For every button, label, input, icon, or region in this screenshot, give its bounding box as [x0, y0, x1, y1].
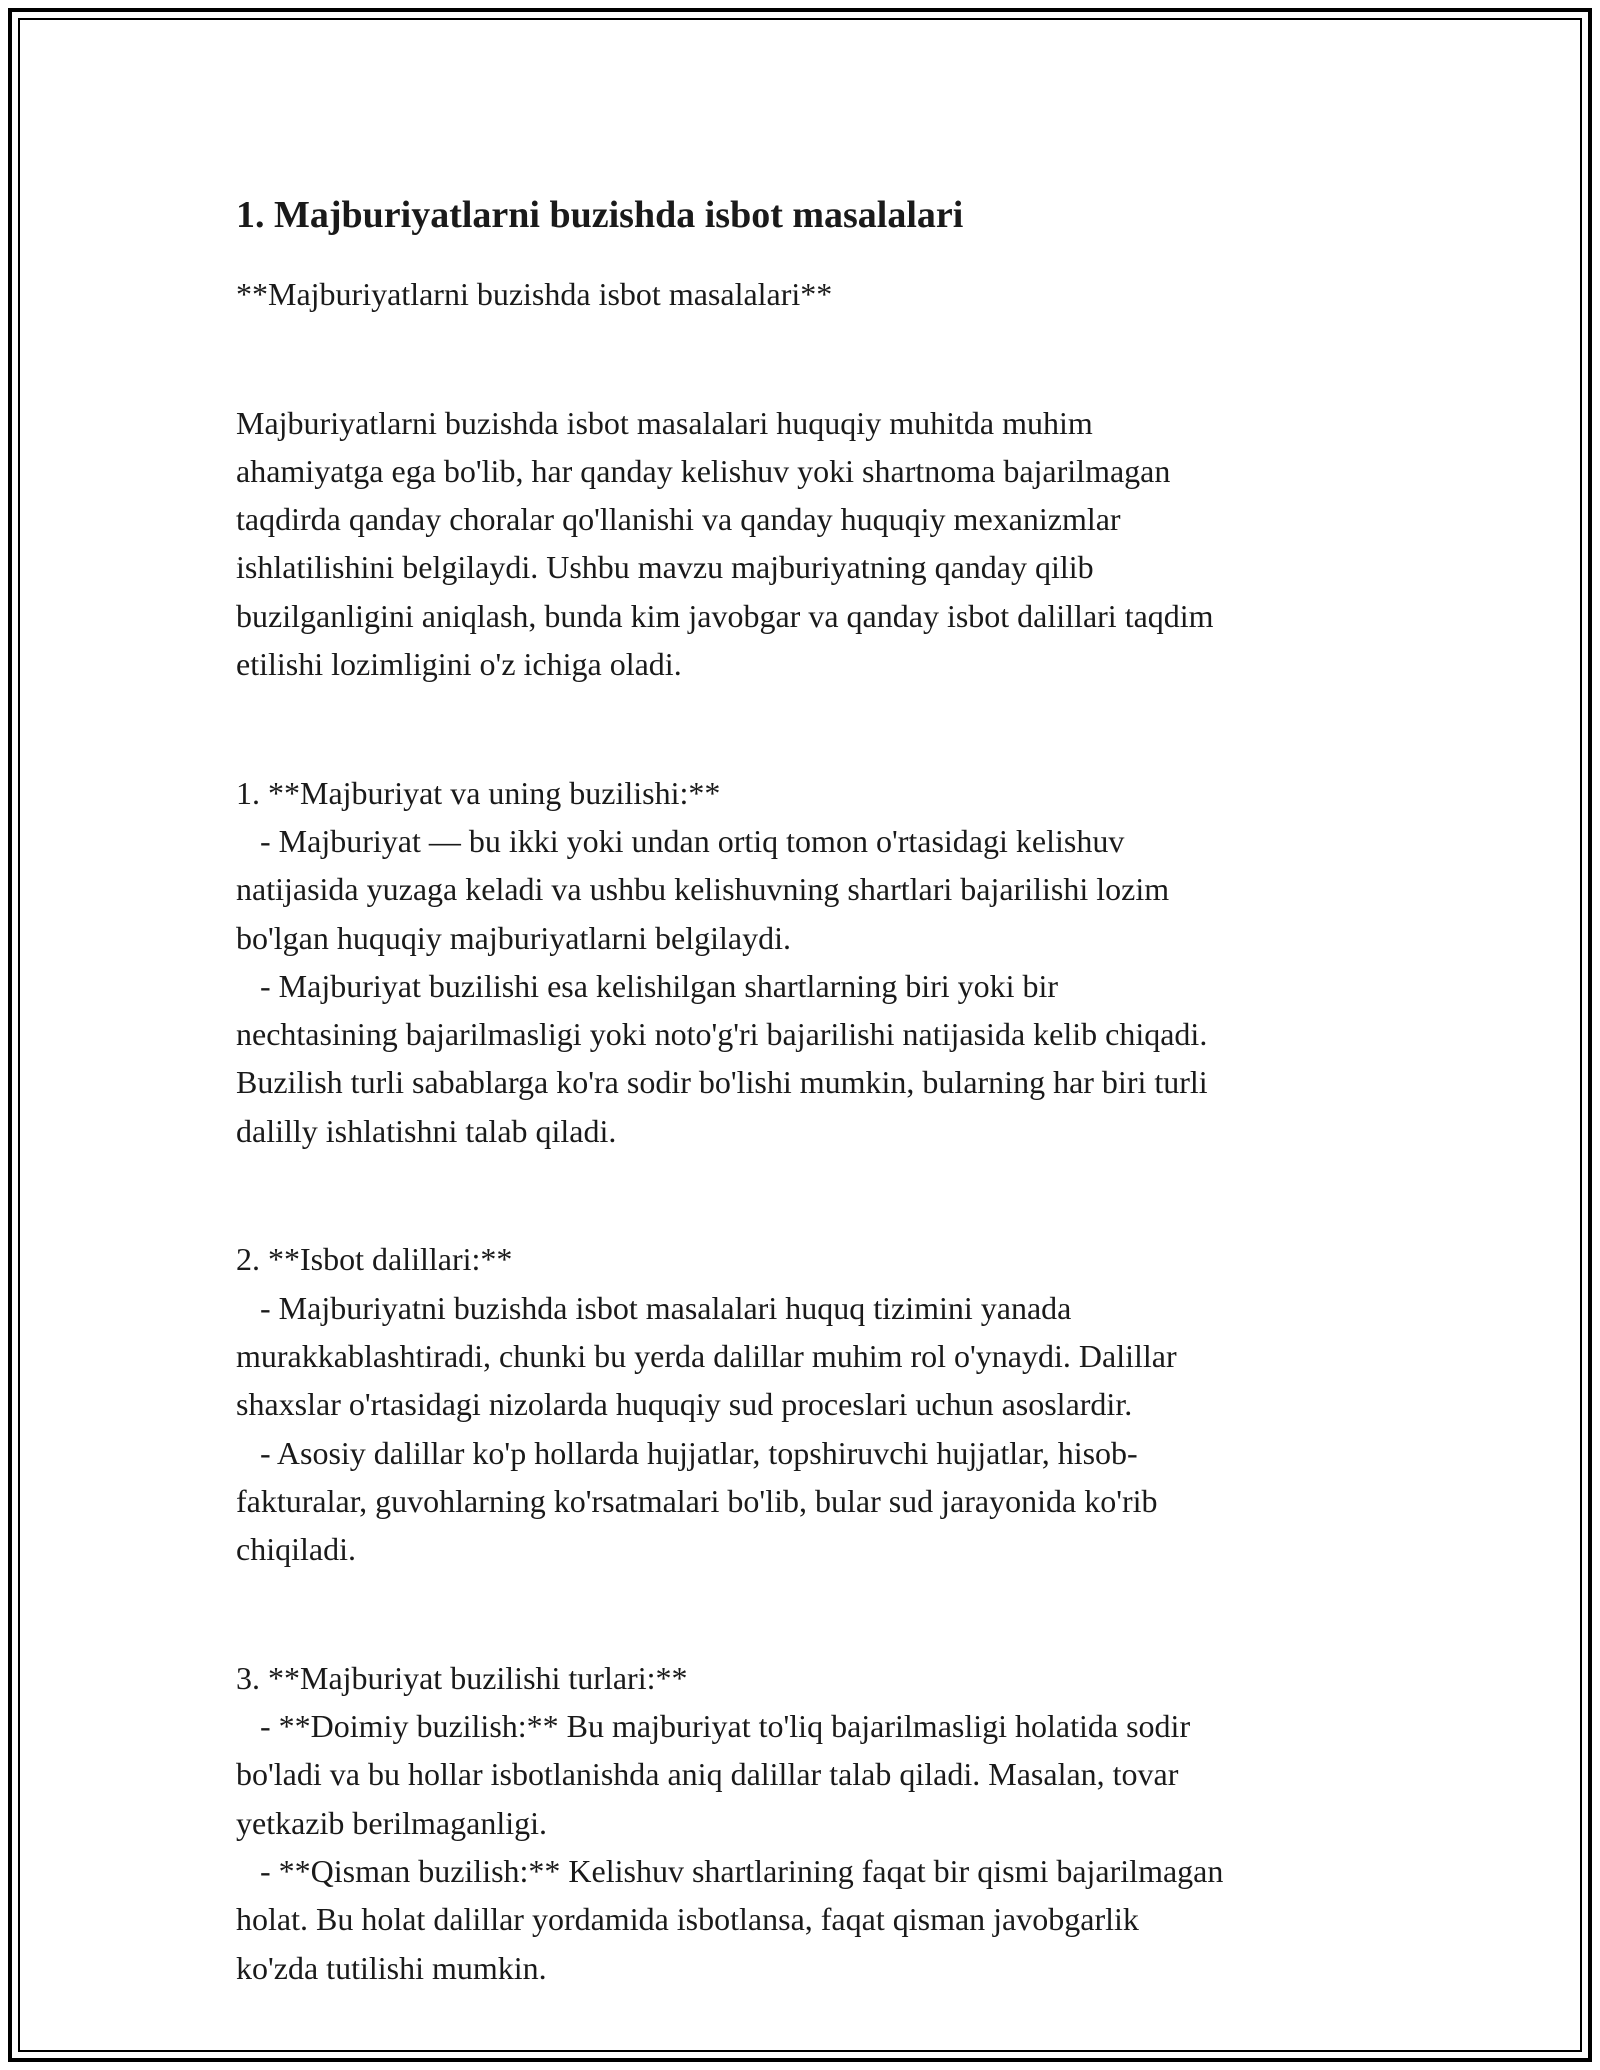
text-line: Buzilish turli sabablarga ko'ra sodir bo'lishi mumkin, bularning har biri turli [236, 1064, 1208, 1101]
text-line: etilishi lozimligini o'z ichiga oladi. [236, 646, 682, 683]
text-line: yetkazib berilmaganligi. [236, 1804, 547, 1841]
blank-line [236, 334, 1386, 382]
text-line: buzilganligini aniqlash, bunda kim javobgar va qanday isbot dalillari taqdim [236, 597, 1214, 634]
text-line: ishlatilishini belgilaydi. Ushbu mavzu majburiyatning qanday qilib [236, 549, 1094, 586]
text-line: ko'zda tutilishi mumkin. [236, 1949, 547, 1986]
text-line: holat. Bu holat dalillar yordamida isbotlansa, faqat qisman javobgarlik [236, 1901, 1139, 1938]
text-line: - **Doimiy buzilish:** Bu majburiyat to'liq bajarilmasligi holatida sodir [236, 1708, 1191, 1745]
text-line: **Majburiyatlarni buzishda isbot masalalari** [236, 276, 833, 312]
document-content [236, 190, 1386, 1992]
text-line: shaxslar o'rtasidagi nizolarda huquqiy sud proceslari uchun asoslardir. [236, 1386, 1133, 1423]
text-line: 3. **Majburiyat buzilishi turlari:** [236, 1659, 688, 1696]
document-title: 1. Majburiyatlarni buzishda isbot masalalari [236, 194, 964, 236]
text-line: - Majburiyat buzilishi esa kelishilgan shartlarning biri yoki bir [236, 967, 1059, 1004]
text-line: 2. **Isbot dalillari:** [236, 1241, 513, 1278]
text-line: 1. **Majburiyat va uning buzilishi:** [236, 774, 721, 811]
text-line: chiqiladi. [236, 1531, 356, 1568]
text-line: - Majburiyatni buzishda isbot masalalari huquq tizimini yanada [236, 1289, 1072, 1326]
text-line: Majburiyatlarni buzishda isbot masalalari huquqiy muhitda muhim [236, 404, 1093, 441]
blank-line [236, 704, 1386, 752]
text-line: - Majburiyat — bu ikki yoki undan ortiq tomon o'rtasidagi kelishuv [236, 822, 1125, 859]
text-line: fakturalar, guvohlarning ko'rsatmalari bo'lib, bular sud jarayonida ko'rib [236, 1482, 1158, 1519]
text-line: taqdirda qanday choralar qo'llanishi va qanday huquqiy mexanizmlar [236, 501, 1121, 538]
text-line: ahamiyatga ega bo'lib, har qanday kelishuv yoki shartnoma bajarilmagan [236, 452, 1171, 489]
text-line: natijasida yuzaga keladi va ushbu kelishuvning shartlari bajarilishi lozim [236, 871, 1170, 908]
text-line: bo'ladi va bu hollar isbotlanishda aniq dalillar talab qiladi. Masalan, tovar [236, 1756, 1179, 1793]
blank-line [236, 1589, 1386, 1637]
document-body [236, 270, 1386, 1992]
text-line: murakkablashtiradi, chunki bu yerda dalillar muhim rol o'ynaydi. Dalillar [236, 1337, 1177, 1374]
text-line: - Asosiy dalillar ko'p hollarda hujjatlar, topshiruvchi hujjatlar, hisob- [236, 1434, 1138, 1471]
text-line: bo'lgan huquqiy majburiyatlarni belgilaydi. [236, 919, 791, 956]
text-line: nechtasining bajarilmasligi yoki noto'g'ri bajarilishi natijasida kelib chiqadi. [236, 1016, 1208, 1053]
text-line: - **Qisman buzilish:** Kelishuv shartlarining faqat bir qismi bajarilmagan [236, 1852, 1224, 1889]
blank-line [236, 1171, 1386, 1219]
text-line: dalilly ishlatishni talab qiladi. [236, 1112, 617, 1149]
